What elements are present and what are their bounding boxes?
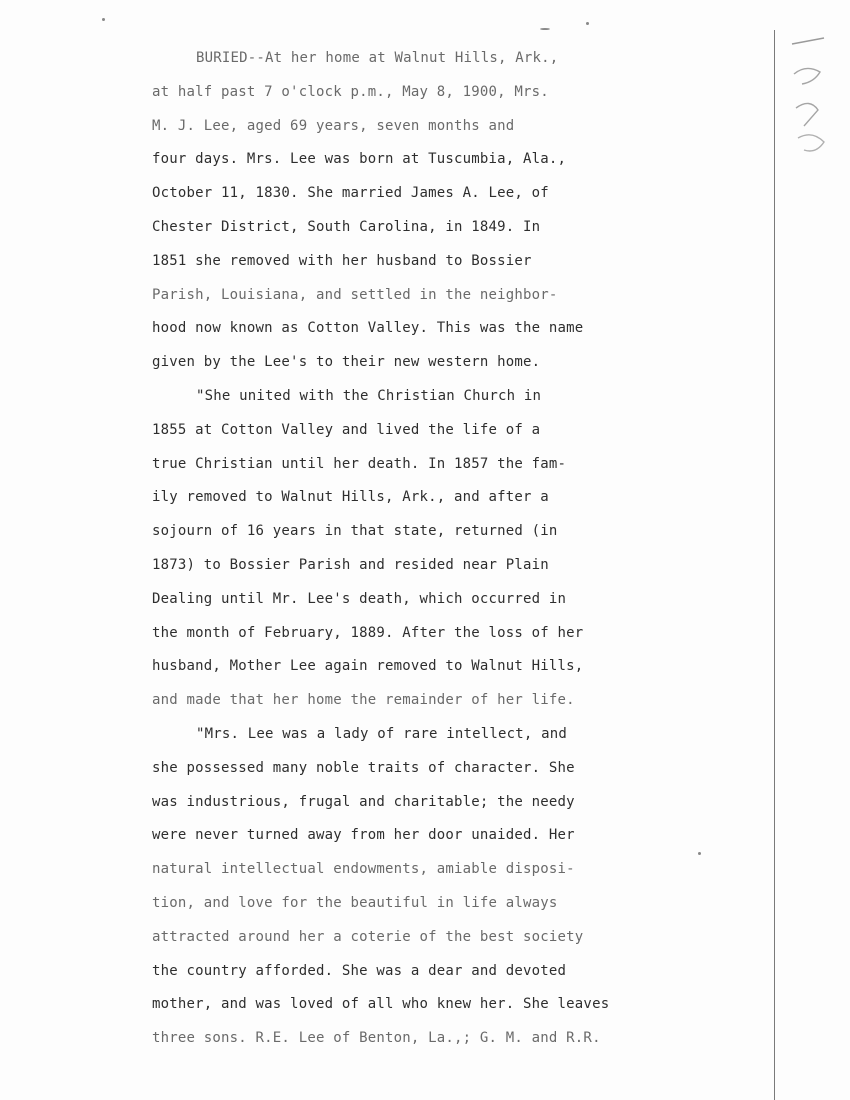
ink-speck (540, 28, 550, 30)
text-line: BURIED--At her home at Walnut Hills, Ark., (196, 50, 559, 66)
text-line: and made that her home the remainder of her life. (152, 692, 575, 709)
text-line: was industrious, frugal and charitable; the needy (152, 793, 575, 810)
text-line: at half past 7 o'clock p.m., May 8, 1900, Mrs. (152, 83, 549, 100)
text-line: 1855 at Cotton Valley and lived the life of a (152, 421, 541, 438)
text-line: she possessed many noble traits of character. She (152, 759, 575, 776)
text-line: the country afforded. She was a dear and devoted (152, 962, 567, 979)
ink-speck (698, 852, 701, 855)
text-line: "Mrs. Lee was a lady of rare intellect, and (196, 725, 568, 742)
text-line: October 11, 1830. She married James A. Lee, of (152, 185, 549, 202)
text-line: hood now known as Cotton Valley. This was the name (152, 320, 584, 337)
text-line: 1851 she removed with her husband to Bossier (152, 252, 532, 269)
text-line: tion, and love for the beautiful in life always (152, 894, 558, 911)
text-line: true Christian until her death. In 1857 the fam- (152, 455, 567, 472)
text-line: M. J. Lee, aged 69 years, seven months and (152, 117, 515, 134)
text-line: mother, and was loved of all who knew her. She leaves (152, 996, 610, 1013)
text-line: husband, Mother Lee again removed to Walnut Hills, (152, 658, 584, 675)
text-line: three sons. R.E. Lee of Benton, La.,; G. M. and R.R. (152, 1030, 601, 1047)
text-line: attracted around her a coterie of the best society (152, 928, 584, 945)
text-line: natural intellectual endowments, amiable disposi- (152, 861, 575, 878)
margin-scribble (784, 30, 844, 160)
ink-speck (586, 22, 589, 25)
text-line: Parish, Louisiana, and settled in the neighbor- (152, 286, 558, 303)
text-line: Dealing until Mr. Lee's death, which occurred in (152, 590, 567, 607)
text-line: Chester District, South Carolina, in 1849. In (152, 218, 541, 235)
text-line: the month of February, 1889. After the loss of her (152, 624, 584, 641)
ink-speck (102, 18, 105, 21)
text-line: given by the Lee's to their new western home. (152, 354, 541, 371)
text-line: were never turned away from her door unaided. Her (152, 827, 575, 844)
text-line: 1873) to Bossier Parish and resided near Plain (152, 556, 549, 573)
text-line: sojourn of 16 years in that state, returned (in (152, 523, 558, 540)
obituary-text (152, 42, 612, 1056)
page-edge-line (774, 30, 775, 1100)
text-line: four days. Mrs. Lee was born at Tuscumbia, Ala., (152, 151, 567, 168)
text-line: ily removed to Walnut Hills, Ark., and after a (152, 489, 549, 506)
text-line: "She united with the Christian Church in (196, 387, 542, 404)
